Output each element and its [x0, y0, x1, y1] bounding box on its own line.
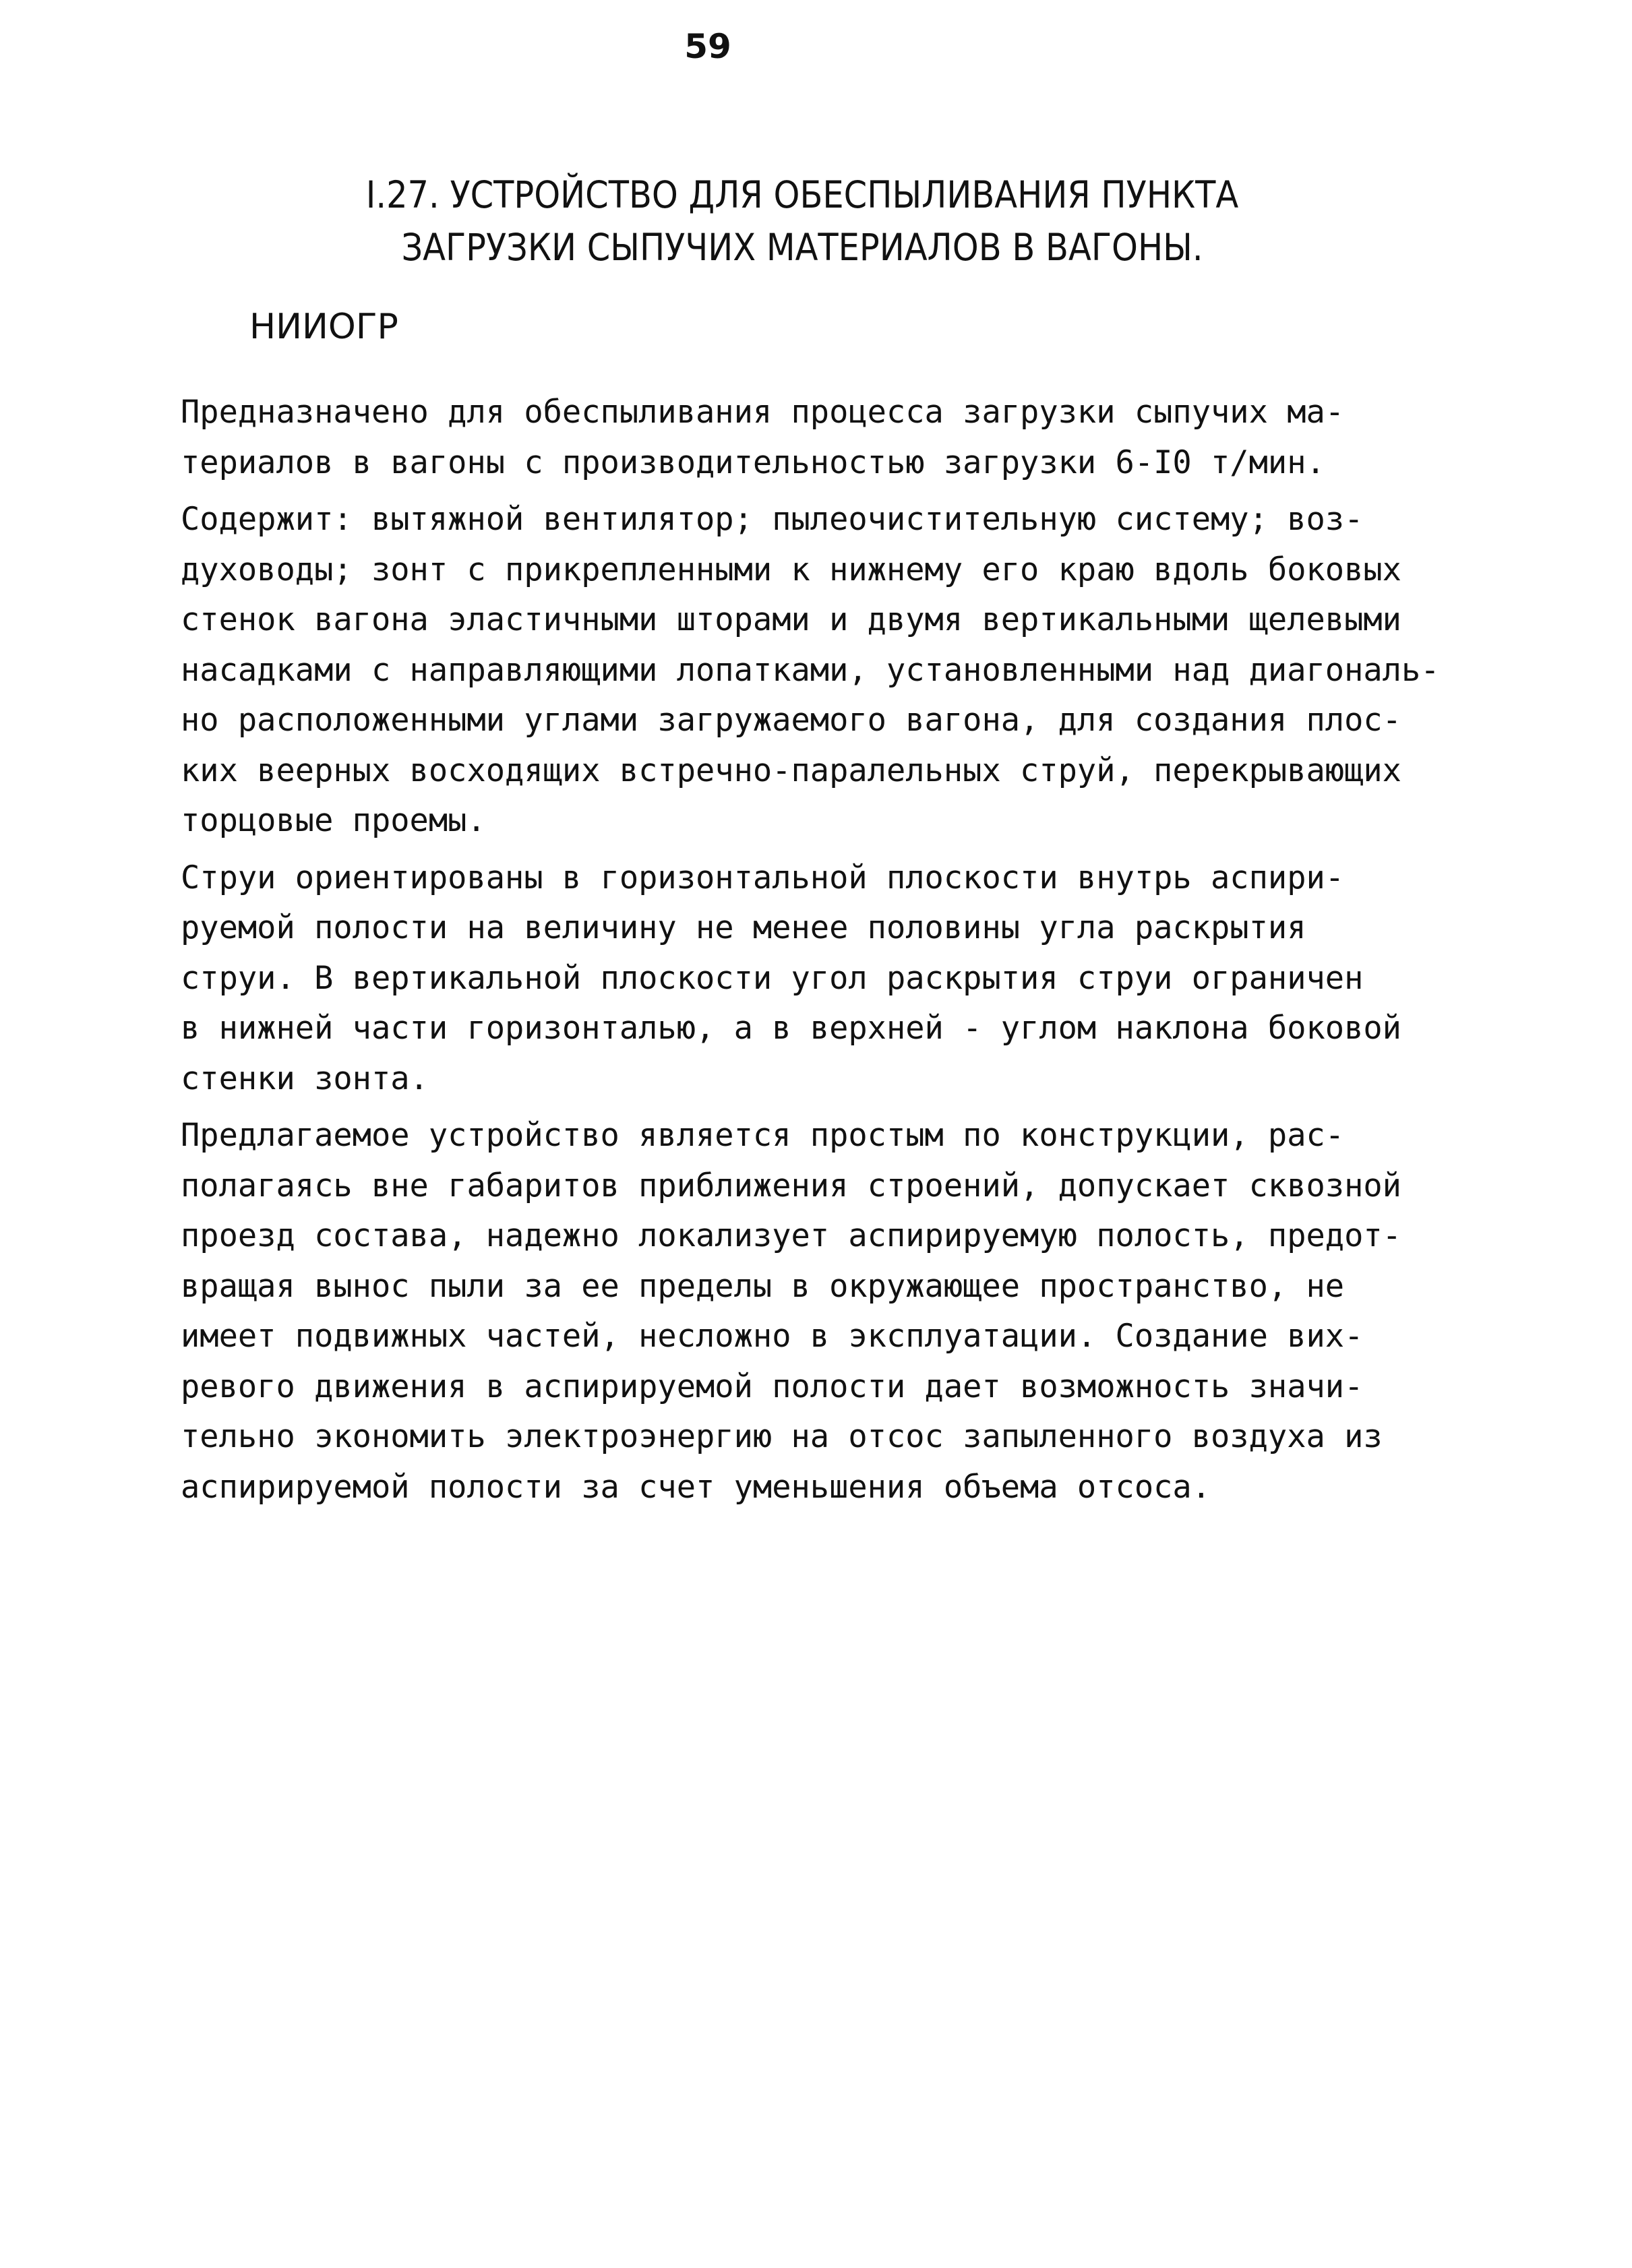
- paragraph-advantages: [181, 1111, 1502, 1512]
- text-line: имеет подвижных частей, несложно в эксплуатации. Создание вих-: [181, 1318, 1364, 1355]
- text-line: струи. В вертикальной плоскости угол раскрытия струи ограничен: [181, 959, 1364, 997]
- text-line: духоводы; зонт с прикрепленными к нижнему его краю вдоль боковых: [181, 551, 1401, 588]
- text-line: торцовые проемы.: [181, 802, 486, 839]
- title-line-1: I.27. УСТРОЙСТВО ДЛЯ ОБЕСПЫЛИВАНИЯ ПУНКТА: [365, 173, 1239, 216]
- text-line: полагаясь вне габаритов приближения строений, допускает сквозной: [181, 1167, 1401, 1204]
- page-number: 59: [684, 27, 731, 66]
- text-line: проезд состава, надежно локализует аспирируемую полость, предот-: [181, 1217, 1401, 1254]
- paragraph-contents: [181, 495, 1502, 847]
- text-line: Струи ориентированы в горизонтальной плоскости внутрь аспири-: [181, 859, 1345, 896]
- paragraph-purpose: [181, 388, 1502, 488]
- organization-name: НИИОГР: [249, 307, 398, 347]
- text-line: ких веерных восходящих встречно-паралельных струй, перекрывающих: [181, 752, 1401, 789]
- text-line: руемой полости на величину не менее половины угла раскрытия: [181, 909, 1306, 946]
- text-line: насадками с направляющими лопатками, установленными над диагональ-: [181, 651, 1440, 689]
- body-text: [181, 388, 1502, 1519]
- text-line: ревого движения в аспирируемой полости дает возможность значи-: [181, 1368, 1364, 1405]
- text-line: Предназначено для обеспыливания процесса загрузки сыпучих ма-: [181, 394, 1345, 431]
- paragraph-jets: [181, 853, 1502, 1105]
- text-line: вращая вынос пыли за ее пределы в окружающее пространство, не: [181, 1267, 1345, 1305]
- text-line: стенки зонта.: [181, 1060, 429, 1097]
- text-line: но расположенными углами загружаемого вагона, для создания плос-: [181, 702, 1401, 739]
- page-title: [297, 168, 1308, 274]
- text-line: Содержит: вытяжной вентилятор; пылеочистительную систему; воз-: [181, 501, 1364, 538]
- text-line: тельно экономить электроэнергию на отсос запыленного воздуха из: [181, 1418, 1383, 1455]
- text-line: в нижней части горизонталью, а в верхней - углом наклона боковой: [181, 1010, 1401, 1047]
- text-line: териалов в вагоны с производительностью загрузки 6-I0 т/мин.: [181, 443, 1325, 481]
- text-line: Предлагаемое устройство является простым по конструкции, рас-: [181, 1117, 1345, 1154]
- title-line-2: ЗАГРУЗКИ СЫПУЧИХ МАТЕРИАЛОВ В ВАГОНЫ.: [401, 226, 1203, 269]
- text-line: аспирируемой полости за счет уменьшения объема отсоса.: [181, 1468, 1211, 1506]
- text-line: стенок вагона эластичными шторами и двумя вертикальными щелевыми: [181, 601, 1401, 638]
